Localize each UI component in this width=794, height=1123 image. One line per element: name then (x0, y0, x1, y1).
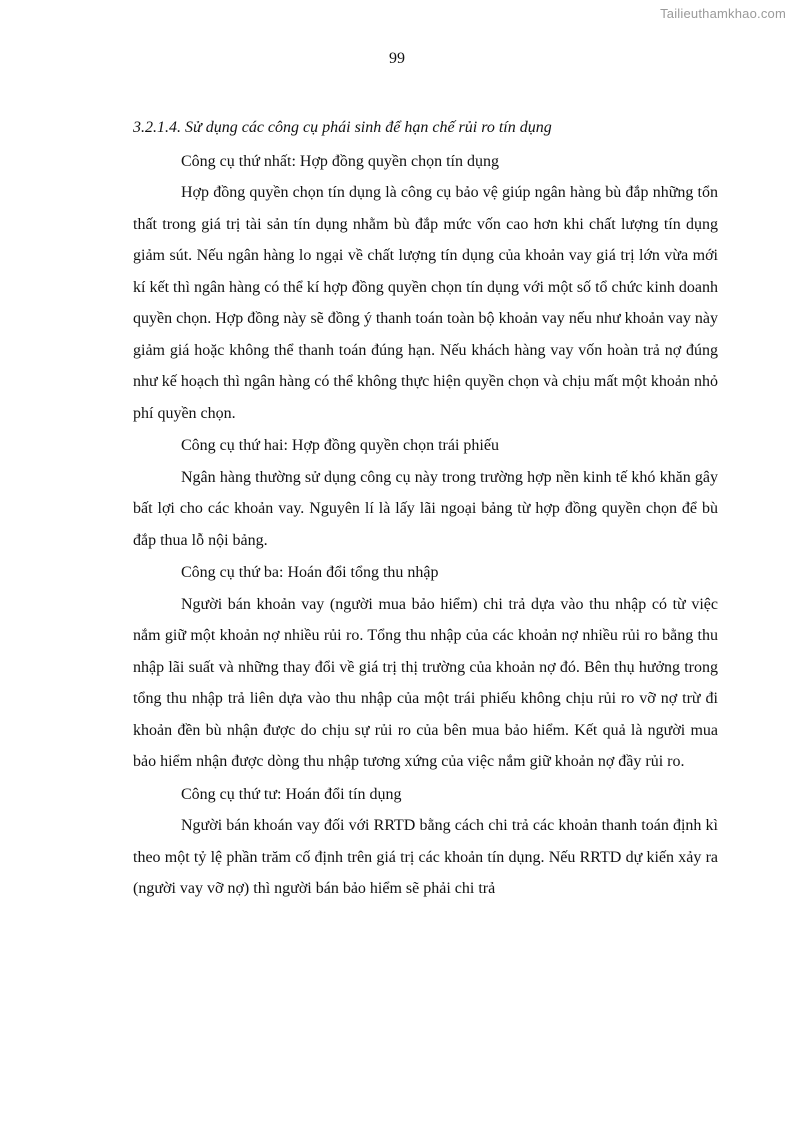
tool-4-paragraph: Người bán khoán vay đối với RRTD bằng cách chi trả các khoản thanh toán định kì theo một tỷ lệ phần trăm cố định trên giá trị các khoản tín dụng. Nếu RRTD dự kiến xảy ra (người vay vỡ nợ) thì người bán bảo hiểm sẽ phải chi trả (133, 817, 718, 897)
tool-3-heading: Công cụ thứ ba: Hoán đổi tổng thu nhập (181, 564, 439, 581)
tool-2-paragraph: Ngân hàng thường sử dụng công cụ này trong trường hợp nền kinh tế khó khăn gây bất lợi cho các khoản vay. Nguyên lí là lấy lãi ngoại bảng từ hợp đồng quyền chọn để bù đắp thua lỗ nội bảng. (133, 468, 718, 549)
watermark: Tailieuthamkhao.com (660, 6, 786, 21)
tool-1-paragraph: Hợp đồng quyền chọn tín dụng là công cụ bảo vệ giúp ngân hàng bù đắp những tổn thất trong giá trị tài sản tín dụng nhằm bù đắp mức vốn cao hơn khi chất lượng tín dụng giảm sút. Nếu ngân hàng lo ngại về chất lượng tín dụng của khoản vay giá trị lớn vừa mới kí kết thì ngân hàng có thể kí hợp đồng quyền chọn tín dụng với một số tổ chức kinh doanh quyền chọn. Hợp đồng này sẽ đồng ý thanh toán toàn bộ khoản vay nếu như khoản vay này giảm giá hoặc không thể thanh toán đúng hạn. Nếu khách hàng vay vốn hoàn trả nợ đúng như kế hoạch thì ngân hàng có thể không thực hiện quyền chọn và chịu mất một khoản nhỏ phí quyền chọn. (133, 184, 718, 422)
page-number: 99 (389, 50, 405, 67)
document-body (133, 112, 718, 906)
tool-4-heading: Công cụ thứ tư: Hoán đổi tín dụng (181, 785, 402, 803)
tool-2-heading: Công cụ thứ hai: Hợp đồng quyền chọn trái phiếu (181, 437, 499, 454)
tool-1-heading: Công cụ thứ nhất: Hợp đồng quyền chọn tín dụng (181, 152, 499, 170)
section-heading: 3.2.1.4. Sử dụng các công cụ phái sinh để hạn chế rủi ro tín dụng (133, 119, 552, 136)
tool-3-paragraph: Người bán khoản vay (người mua bảo hiểm) chi trả dựa vào thu nhập có từ việc nắm giữ một khoản nợ nhiều rủi ro. Tổng thu nhập của các khoản nợ nhiều rủi ro bằng thu nhập lãi suất và những thay đổi về giá trị thị trường của khoản nợ đó. Bên thụ hưởng trong tổng thu nhập trả liên dựa vào thu nhập của một trái phiếu không chịu rủi ro vỡ nợ trừ đi khoản đền bù nhận được do chịu sự rủi ro của bên mua bảo hiểm. Kết quả là người mua bảo hiểm nhận được dòng thu nhập tương xứng của việc nắm giữ khoản nợ đầy rủi ro. (133, 595, 718, 770)
